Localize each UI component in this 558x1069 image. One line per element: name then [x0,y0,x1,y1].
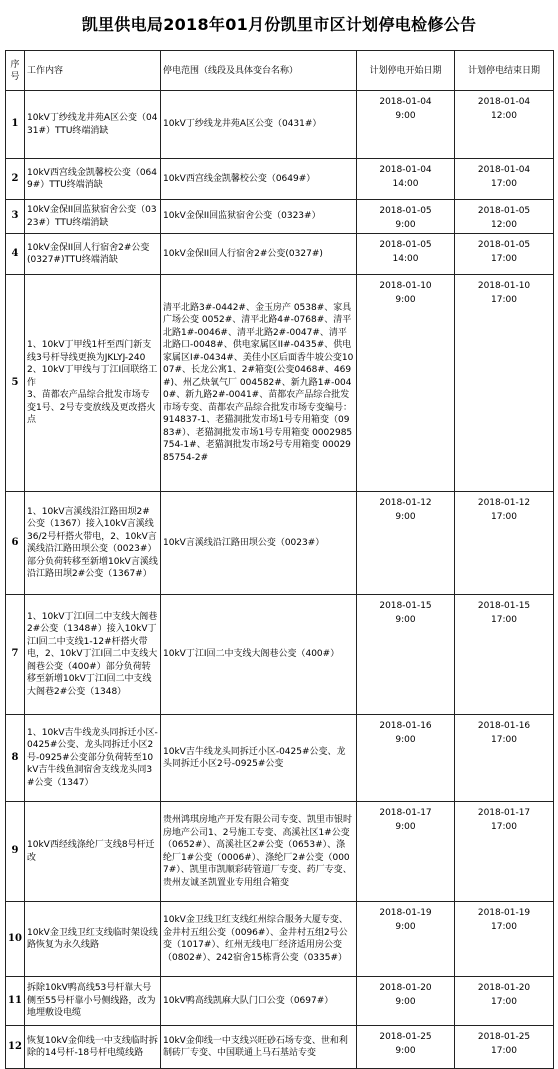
end-time: 17:00 [491,295,517,305]
start-date: 2018-01-20 [379,983,432,993]
row-work-content: 10kV金保II回人行宿舍2#公变(0327#)TTU终端消缺 [25,234,161,275]
row-end-datetime [455,492,554,595]
row-outage-range: 10kV吉牛线龙头同拆迁小区-0425#公变、龙头同拆迁小区2号-0925#公变 [161,715,357,802]
row-outage-range: 10kV金卫线卫红支线红州综合服务大厦专变、金井村五组公变（0096#）、金井村五组2号公变（1017#）、红州无线电厂经济适用房公变（0802#）、242宿舍15栋背公变（0335#） [161,902,357,977]
start-date: 2018-01-25 [379,1032,432,1042]
row-seq: 5 [6,275,25,492]
table-header-row [6,51,554,91]
row-start-datetime [357,1026,455,1069]
end-date: 2018-01-25 [477,1032,531,1042]
start-time: 14:00 [392,254,419,264]
start-date: 2018-01-05 [379,206,432,216]
start-date: 2018-01-10 [379,281,432,291]
row-seq: 10 [6,902,25,977]
end-date: 2018-01-05 [477,240,531,250]
end-time: 17:00 [491,1046,517,1056]
end-date: 2018-01-12 [477,498,531,508]
row-seq: 4 [6,234,25,275]
row-work-content: 1、10kV吉牛线龙头同拆迁小区-0425#公变、龙头同拆迁小区2号-0925#公变部分负荷转至10kV吉牛线鱼洞宿舍支线龙头同3#公变（1347） [25,715,161,802]
end-time: 12:00 [491,220,517,230]
row-end-datetime [455,275,554,492]
start-date: 2018-01-12 [379,498,432,508]
row-end-datetime [455,1026,554,1069]
row-outage-range: 10kV言溪线沿江路田坝公变（0023#） [161,492,357,595]
row-start-datetime [357,91,455,159]
start-date: 2018-01-05 [379,240,432,250]
row-seq: 6 [6,492,25,595]
row-seq: 11 [6,977,25,1026]
row-work-content: 10kV西宫线金凯馨校公变（0649#）TTU终端消缺 [25,159,161,200]
row-start-datetime [357,492,455,595]
row-work-content: 10kV金保II回监狱宿舍公变（0323#）TTU终端消缺 [25,200,161,234]
row-start-datetime [357,802,455,902]
header-seq: 序号 [6,51,25,91]
row-start-datetime [357,595,455,715]
row-seq: 12 [6,1026,25,1069]
header-range: 停电范围（线段及具体变台名称） [161,51,357,91]
table-row [6,977,554,1026]
row-outage-range: 10kV金仰线一中支线兴旺砂石场专变、世和利制砖厂专变、中国联通上马石基站专变 [161,1026,357,1069]
start-time: 9:00 [395,735,416,745]
row-seq: 8 [6,715,25,802]
row-work-content: 1、10kV言溪线沿江路田坝2#公变（1367）接入10kV言溪线36/2号杆搭火带电，2、10kV言溪线沿江路田坝公变（0023#）部分负荷转移至新增10kV言溪线沿江路田坝2#公变（1367#） [25,492,161,595]
start-date: 2018-01-19 [379,908,432,918]
end-date: 2018-01-16 [477,721,531,731]
table-row [6,595,554,715]
end-time: 17:00 [491,822,517,832]
table-row [6,275,554,492]
row-seq: 9 [6,802,25,902]
row-outage-range: 10kV金保II回人行宿舍2#公变(0327#) [161,234,357,275]
row-end-datetime [455,802,554,902]
row-work-content: 1、10kV丁江I回二中支线大阁巷2#公变（1348#）接入10kV丁江I回二中支线1-12#杆搭火带电，2、10kV丁江I回二中支线大阁巷公变（400#）部分负荷转移至新增10kV丁江I回二中支线大阁巷2#公变（1348） [25,595,161,715]
table-row [6,159,554,200]
page-title: 凯里供电局2018年01月份凯里市区计划停电检修公告 [81,15,477,34]
table-row [6,492,554,595]
end-date: 2018-01-04 [477,97,531,107]
row-seq: 7 [6,595,25,715]
table-row [6,1026,554,1069]
row-outage-range: 清平北路3#-0442#、金玉房产 0538#、家具广场公变 0052#、清平北路4#-0768#、清平北路1#-0046#、清平北路2#-0047#、清平北路口-0048#、供电家属区II#-0435#、供电家属区I#-0434#、美佳小区后面香牛坡公变1007#、长龙公寓1、2#箱变(公变0468#、469#)、州乙炔氧气厂 004582#、新九路1#-0040#、新九路2#-0041#、苗都农产品综合批发市场专变、苗都农产品综合批发市场专变编号：914837-1、老猫洞批发市场1号专用箱变（0983#）、老猫洞批发市场1号专用箱变 0002985754-1#、老猫洞批发市场2号专用箱变 0002985754-2# [161,275,357,492]
table-row [6,200,554,234]
row-end-datetime [455,977,554,1026]
table-row [6,802,554,902]
row-start-datetime [357,715,455,802]
row-work-content: 10kV丁纱线龙井苑A区公变（0431#）TTU终端消缺 [25,91,161,159]
row-end-datetime [455,159,554,200]
start-time: 9:00 [395,822,416,832]
row-end-datetime [455,234,554,275]
start-date: 2018-01-16 [379,721,432,731]
row-end-datetime [455,715,554,802]
row-outage-range: 10kV金保II回监狱宿舍公变（0323#） [161,200,357,234]
end-date: 2018-01-17 [477,808,531,818]
row-outage-range: 10kV丁纱线龙井苑A区公变（0431#） [161,91,357,159]
table-row [6,91,554,159]
header-work: 工作内容 [25,51,161,91]
end-time: 17:00 [491,997,517,1007]
end-time: 17:00 [491,735,517,745]
end-time: 12:00 [491,111,517,121]
row-end-datetime [455,91,554,159]
header-start: 计划停电开始日期 [357,51,455,91]
row-start-datetime [357,275,455,492]
header-end: 计划停电结束日期 [455,51,554,91]
start-time: 9:00 [395,220,416,230]
end-time: 17:00 [491,922,517,932]
row-end-datetime [455,595,554,715]
row-outage-range: 10kV鸭高线凯麻大队门口公变（0697#） [161,977,357,1026]
start-date: 2018-01-04 [379,97,432,107]
row-start-datetime [357,200,455,234]
start-date: 2018-01-15 [379,601,432,611]
start-time: 9:00 [395,1046,416,1056]
start-time: 9:00 [395,922,416,932]
start-date: 2018-01-17 [379,808,432,818]
start-date: 2018-01-04 [379,165,432,175]
table-row [6,715,554,802]
row-start-datetime [357,159,455,200]
end-date: 2018-01-19 [477,908,531,918]
row-work-content: 1、10kV丁甲线1杆至西门新支线3号杆导线更换为JKLYJ-240 2、10kV丁甲线与丁江I回联络工作 3、苗都农产品综合批发市场专变1号、2号专变放线及更改搭火点 [25,275,161,492]
end-date: 2018-01-15 [477,601,531,611]
end-time: 17:00 [491,615,517,625]
start-time: 9:00 [395,512,416,522]
row-work-content: 恢复10kV金仰线一中支线临时拆除的14号杆-18号杆电缆线路 [25,1026,161,1069]
start-time: 9:00 [395,615,416,625]
row-start-datetime [357,902,455,977]
end-time: 17:00 [491,254,517,264]
table-row [6,234,554,275]
row-outage-range: 贵州鸿琪房地产开发有限公司专变、凯里市银时房地产公司1、2号施工专变、高溪社区1#公变（0652#）、高溪社区2#公变（0653#）、涤纶厂1#公变（0006#）、涤纶厂2#公变（0007#）、凯里市凯顺彩砖管道厂专变、药厂专变、贵州友诚圣凯置业专用组合箱变 [161,802,357,902]
row-start-datetime [357,234,455,275]
end-date: 2018-01-20 [477,983,531,993]
start-time: 9:00 [395,111,416,121]
row-end-datetime [455,902,554,977]
row-end-datetime [455,200,554,234]
start-time: 9:00 [395,295,416,305]
row-seq: 1 [6,91,25,159]
end-time: 17:00 [491,512,517,522]
end-date: 2018-01-10 [477,281,531,291]
end-date: 2018-01-04 [477,165,531,175]
end-time: 17:00 [491,179,517,189]
row-work-content: 10kV西经线涤纶厂支线8号杆迁改 [25,802,161,902]
row-outage-range: 10kV西宫线金凯馨校公变（0649#） [161,159,357,200]
outage-schedule-table [5,50,554,1069]
row-work-content: 拆除10kV鸭高线53号杆靠大号侧至55号杆靠小号侧线路，改为地埋敷设电缆 [25,977,161,1026]
table-row [6,902,554,977]
row-outage-range: 10kV丁江I回二中支线大阁巷公变（400#） [161,595,357,715]
row-start-datetime [357,977,455,1026]
row-work-content: 10kV金卫线卫红支线临时架设线路恢复为永久线路 [25,902,161,977]
row-seq: 3 [6,200,25,234]
start-time: 14:00 [392,179,419,189]
end-date: 2018-01-05 [477,206,531,216]
start-time: 9:00 [395,997,416,1007]
row-seq: 2 [6,159,25,200]
